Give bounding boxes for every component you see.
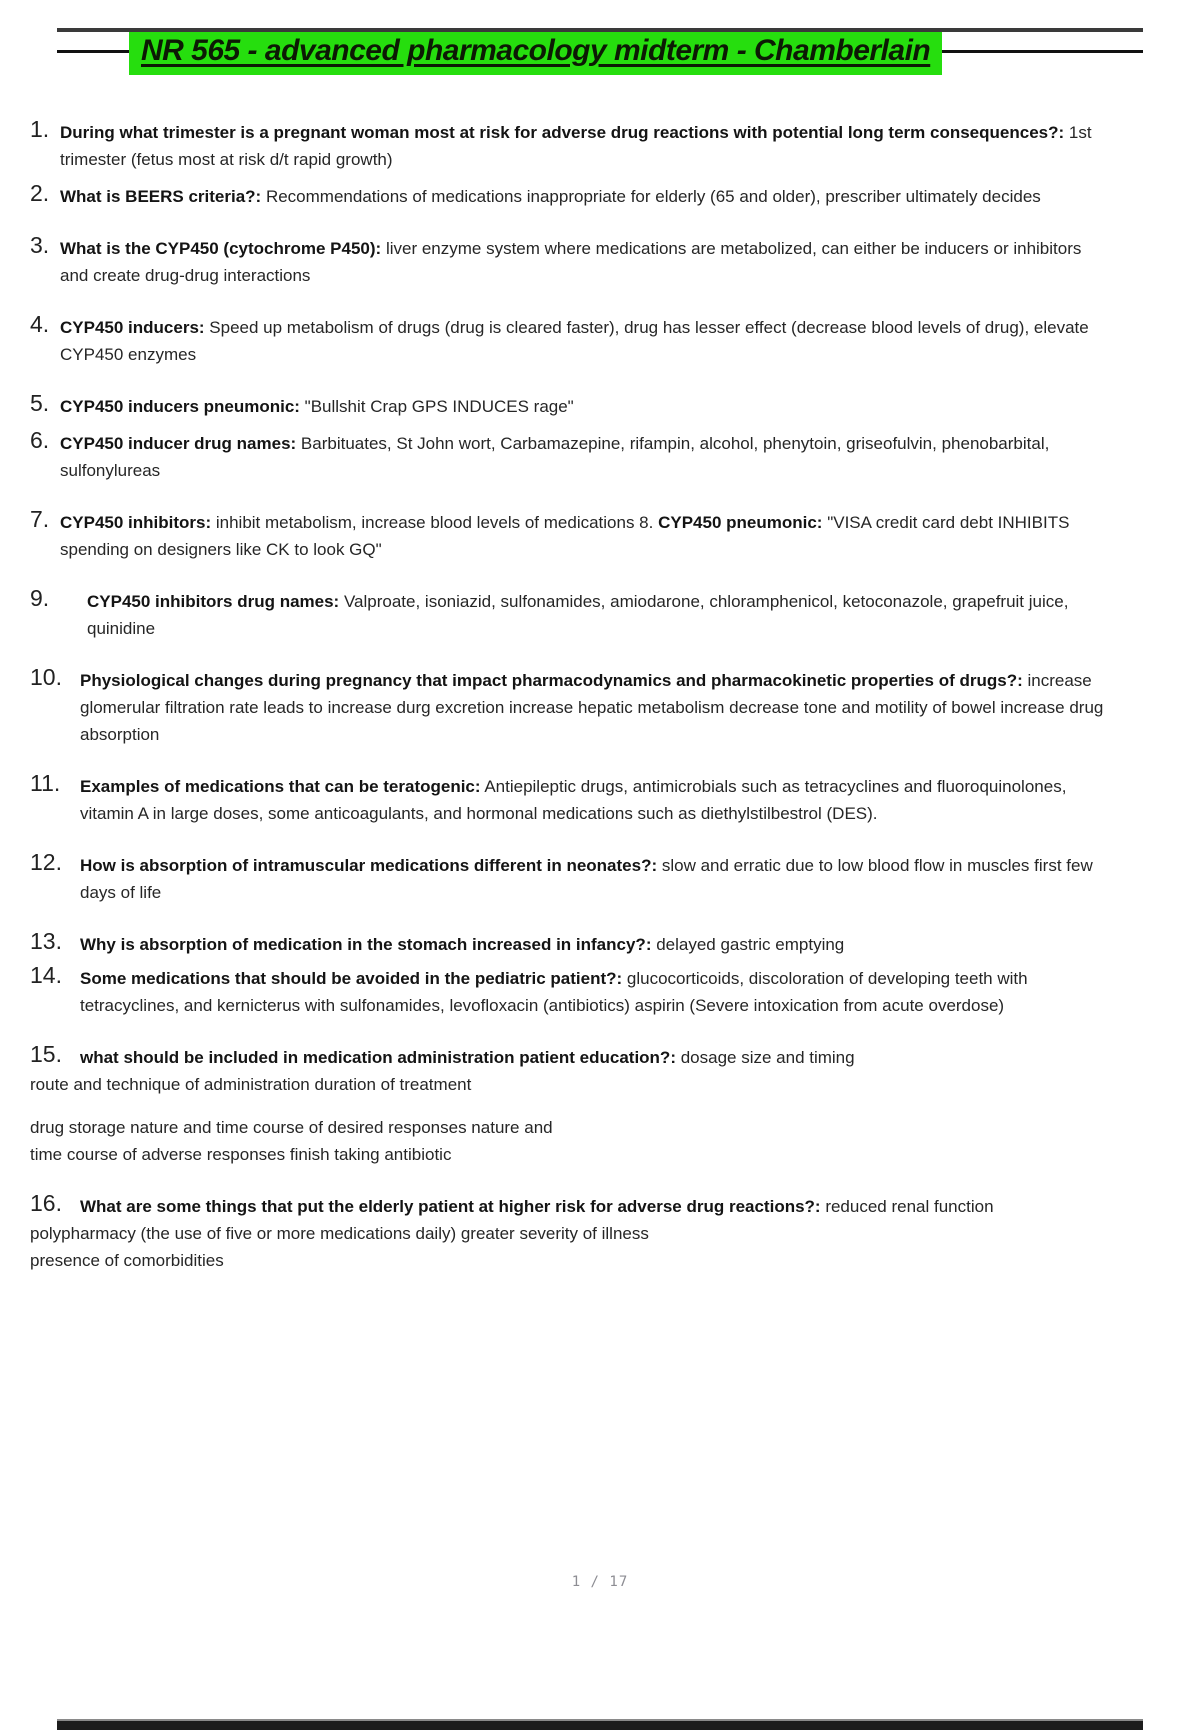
answer-text: liver enzyme system where medications are metabolized, can either be inducers or inhibitors and create drug-drug interactions	[60, 239, 1082, 285]
item-number: 4.	[30, 311, 50, 337]
answer-continuation: polypharmacy (the use of five or more medications daily) greater severity of illness	[30, 1224, 649, 1243]
item-number: 15.	[30, 1041, 62, 1067]
answer-text: 1st trimester (fetus most at risk d/t rapid growth)	[60, 123, 1092, 169]
answer-text-inline: "VISA credit card debt INHIBITS spending on designers like CK to look GQ"	[60, 513, 1070, 559]
item-number: 14.	[30, 962, 62, 988]
answer-text: dosage size and timing	[675, 1048, 855, 1067]
title-rule-right	[942, 50, 1143, 53]
answer-text: Recommendations of medications inappropriate for elderly (65 and older), prescriber ultimately decides	[261, 187, 1041, 206]
question-text: What is BEERS criteria?:	[60, 187, 262, 206]
list-item-2	[30, 180, 1108, 210]
question-text: CYP450 inducers:	[60, 318, 205, 337]
list-item-10	[30, 664, 1108, 748]
list-item-7	[30, 506, 1108, 563]
previous-page-edge	[57, 28, 1143, 32]
answer-text: Antiepileptic drugs, antimicrobials such as tetracyclines and fluoroquinolones, vitamin A in large doses, some anticoagulants, and hormonal medications such as diethylstilbestrol (DES).	[80, 777, 1067, 823]
item-number: 16.	[30, 1190, 62, 1216]
answer-text: increase glomerular filtration rate leads to increase durg excretion increase hepatic metabolism decrease tone and motility of bowel increase drug absorption	[80, 671, 1104, 744]
question-text: CYP450 inhibitors drug names:	[87, 592, 340, 611]
item-number: 9.	[30, 585, 50, 611]
question-text: What are some things that put the elderly patient at higher risk for adverse drug reactions?:	[80, 1197, 821, 1216]
answer-continuation: time course of adverse responses finish taking antibiotic	[30, 1145, 452, 1164]
question-text: Some medications that should be avoided in the pediatric patient?:	[80, 969, 623, 988]
list-item-14	[30, 962, 1108, 1019]
answer-text: delayed gastric emptying	[651, 935, 845, 954]
list-item-6	[30, 427, 1108, 484]
item-number: 2.	[30, 180, 50, 206]
question-text: During what trimester is a pregnant woman most at risk for adverse drug reactions with potential long term consequences?:	[60, 123, 1065, 142]
answer-text: Valproate, isoniazid, sulfonamides, amiodarone, chloramphenicol, ketoconazole, grapefruit juice, quinidine	[87, 592, 1069, 638]
answer-text: slow and erratic due to low blood flow in muscles first few days of life	[80, 856, 1093, 902]
answer-continuation: presence of comorbidities	[30, 1251, 224, 1270]
list-item-4	[30, 311, 1108, 368]
answer-text: Speed up metabolism of drugs (drug is cleared faster), drug has lesser effect (decrease blood levels of drug), elevate CYP450 enzymes	[60, 318, 1089, 364]
item-number: 5.	[30, 390, 50, 416]
list-item-5	[30, 390, 1108, 420]
question-text: How is absorption of intramuscular medications different in neonates?:	[80, 856, 658, 875]
list-item-15	[30, 1041, 1108, 1071]
list-item-1	[30, 116, 1108, 173]
page-number: 1 / 17	[571, 1574, 629, 1590]
list-item-16	[30, 1190, 1108, 1220]
item-number: 3.	[30, 232, 50, 258]
item-number: 13.	[30, 928, 62, 954]
question-text: Why is absorption of medication in the stomach increased in infancy?:	[80, 935, 652, 954]
list-item-9	[30, 585, 1108, 642]
question-text: Physiological changes during pregnancy that impact pharmacodynamics and pharmacokinetic properties of drugs?:	[80, 671, 1023, 690]
title-rule-left	[57, 50, 129, 53]
item-number: 7.	[30, 506, 50, 532]
question-text: Examples of medications that can be teratogenic:	[80, 777, 481, 796]
answer-continuation: drug storage nature and time course of desired responses nature and	[30, 1118, 553, 1137]
answer-text: Barbituates, St John wort, Carbamazepine, rifampin, alcohol, phenytoin, griseofulvin, phenobarbital, sulfonylureas	[60, 434, 1050, 480]
answer-continuation: route and technique of administration duration of treatment	[30, 1075, 472, 1094]
answer-text: glucocorticoids, discoloration of developing teeth with tetracyclines, and kernicterus with sulfonamides, levofloxacin (antibiotics) aspirin (Severe intoxication from acute overdose)	[80, 969, 1028, 1015]
answer-text: inhibit metabolism, increase blood levels of medications 8.	[211, 513, 659, 532]
question-text: CYP450 inducers pneumonic:	[60, 397, 300, 416]
answer-text: "Bullshit Crap GPS INDUCES rage"	[299, 397, 574, 416]
question-text: what should be included in medication administration patient education?:	[80, 1048, 676, 1067]
question-text: CYP450 inducer drug names:	[60, 434, 297, 453]
list-item-13	[30, 928, 1108, 958]
item-number: 11.	[30, 770, 61, 796]
list-item-11	[30, 770, 1108, 827]
question-text-inline: CYP450 pneumonic:	[658, 513, 823, 532]
question-text: What is the CYP450 (cytochrome P450):	[60, 239, 382, 258]
item-number: 12.	[30, 849, 62, 875]
item-number: 10.	[30, 664, 62, 690]
next-page-edge	[57, 1719, 1143, 1730]
title-row	[57, 28, 1143, 75]
question-text: CYP450 inhibitors:	[60, 513, 212, 532]
list-item-12	[30, 849, 1108, 906]
list-item-3	[30, 232, 1108, 289]
document-body	[30, 116, 1108, 1274]
item-number: 6.	[30, 427, 50, 453]
item-number: 1.	[30, 116, 50, 142]
answer-text: reduced renal function	[820, 1197, 994, 1216]
page-title: NR 565 - advanced pharmacology midterm - Chamberlain	[129, 28, 942, 75]
